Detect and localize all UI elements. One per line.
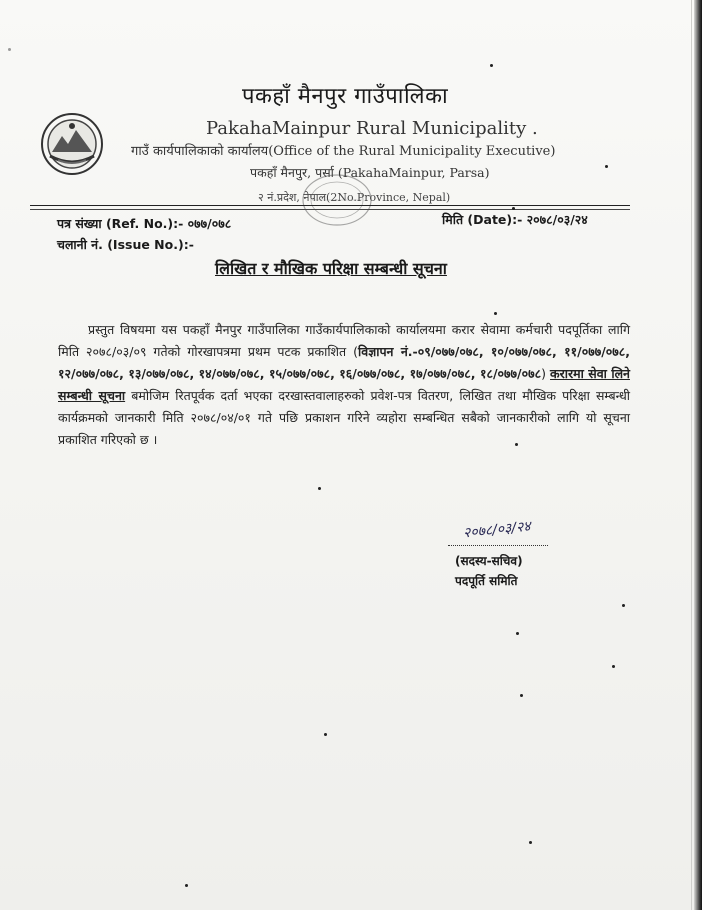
notice-body [58,319,630,451]
handwritten-signature: २०७८/०३/२४ [462,518,532,542]
committee-name: पदपूर्ति समिति [455,574,518,588]
scan-speck [515,443,518,446]
org-name-nepali: पकहाँ मैनपुर गाउँपालिका [242,84,449,109]
office-stamp-icon [298,170,376,230]
scan-speck [612,665,615,668]
nepal-emblem-icon [40,112,104,176]
scan-speck [494,312,497,315]
signatory-role: (सदस्य-सचिव) [455,554,523,568]
org-name-english: PakahaMainpur Rural Municipality . [206,118,538,139]
advertisement-numbers: विज्ञापन नं.-०९/०७७/०७८, १०/०७७/०७८, ११/०७७/०७८, १२/०७७/०७८, १३/०७७/०७८, १४/०७७/०७८, १५/०७७/०७८, १६/०७७/०७८, १७/०७७/०७८, १८/०७७/०७८ [58,344,631,381]
scan-speck [318,487,321,490]
body-text-part1: प्रस्तुत विषयमा यस पकहाँ मैनपुर गाउँपालिका गाउँकार्यपालिकाको कार्यालयमा करार सेवामा कर्मचारी पदपूर्तिका लागि मिति २०७८/०३/०९ गतेको गोरखापत्रमा प्रथम पटक प्रकाशित ( [58,322,630,359]
scan-speck [490,64,493,67]
header-rule-thin [30,209,630,210]
address-line: पकहाँ मैनपुर, पर्सा (PakahaMainpur, Parsa) [250,165,490,180]
province-line: २ नं.प्रदेश, नेपाल(2No.Province, Nepal) [258,191,451,204]
scan-speck [605,165,608,168]
header-rule [30,205,630,206]
scan-edge-line [691,0,692,910]
signature-line [448,545,548,546]
body-text-part3: बमोजिम रितपूर्वक दर्ता भएका दरखास्तवालाहरुको प्रवेश-पत्र वितरण, लिखित तथा मौखिक परिक्षा सम्बन्धी कार्यक्रमको जानकारी मिति २०७८/०४/०१ गते पछि प्रकाशन गरिने व्यहोरा सम्बन्धित सबैको जानकारीको लागि यो सूचना प्रकाशित गरिएको छ । [58,388,630,447]
scan-speck [520,694,523,697]
reference-number: पत्र संख्या (Ref. No.):- ०७७/०७८ [57,216,232,231]
contract-service-notice-ref: करारमा सेवा लिने सम्बन्धी सूचना [58,366,630,403]
scan-speck [529,841,532,844]
scan-speck [516,632,519,635]
body-text-part2: ) [541,366,551,381]
scan-speck [512,207,515,210]
scan-speck [324,733,327,736]
scan-speck [8,48,11,51]
notice-date: मिति (Date):- २०७८/०३/२४ [442,212,588,227]
office-line: गाउँ कार्यपालिकाको कार्यालय(Office of the Rural Municipality Executive) [131,144,556,159]
scan-edge [694,0,702,910]
scan-speck [185,884,188,887]
issue-number: चलानी नं. (Issue No.):- [57,237,194,252]
scan-speck [622,604,625,607]
notice-heading: लिखित र मौखिक परिक्षा सम्बन्धी सूचना [215,259,447,278]
